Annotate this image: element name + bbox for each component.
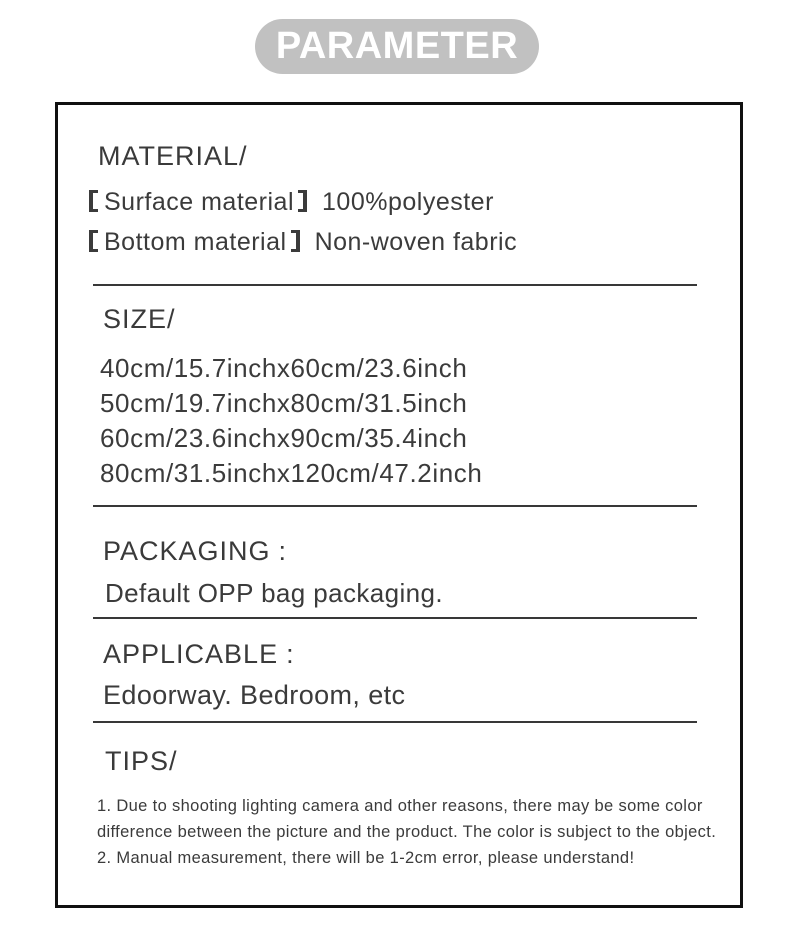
tips-heading	[105, 745, 178, 777]
material-row-bottom	[89, 227, 517, 258]
applicable-heading	[103, 638, 295, 670]
packaging-value: Default OPP bag packaging.	[105, 578, 444, 608]
parameter-badge-label: PARAMETER	[275, 25, 519, 67]
material-row-surface	[89, 187, 494, 218]
tips-heading-label: TIPS/	[105, 746, 178, 776]
applicable-heading-colon: :	[286, 639, 295, 669]
packaging-heading	[103, 535, 287, 567]
material-heading-label: MATERIAL/	[98, 141, 248, 171]
material-row-label: Bottom material	[104, 228, 287, 256]
section-divider	[93, 505, 697, 507]
packaging-heading-label: PACKAGING	[103, 536, 271, 566]
packaging-heading-colon: :	[278, 536, 288, 566]
size-line: 60cm/23.6inchx90cm/35.4inch	[100, 423, 468, 453]
applicable-heading-label: APPLICABLE	[103, 639, 279, 669]
tips-line: difference between the picture and the product. The color is subject to the object.	[97, 823, 717, 841]
tips-line: 1. Due to shooting lighting camera and other reasons, there may be some color	[97, 797, 703, 815]
size-line: 50cm/19.7inchx80cm/31.5inch	[100, 388, 468, 418]
left-lenticular-bracket-icon	[89, 190, 98, 212]
size-line: 40cm/15.7inchx60cm/23.6inch	[100, 353, 468, 383]
size-list	[100, 351, 482, 491]
size-heading	[103, 303, 176, 335]
section-divider	[93, 284, 697, 286]
applicable-value: Edoorway. Bedroom, etc	[103, 680, 406, 710]
right-lenticular-bracket-icon	[298, 190, 307, 212]
tips-line: 2. Manual measurement, there will be 1-2cm error, please understand!	[97, 849, 635, 867]
right-lenticular-bracket-icon	[291, 230, 300, 252]
material-row-label: Surface material	[104, 188, 295, 216]
section-divider	[93, 617, 697, 619]
size-line: 80cm/31.5inchx120cm/47.2inch	[100, 458, 483, 488]
size-heading-label: SIZE/	[103, 304, 176, 334]
material-row-value: 100%polyester	[322, 188, 494, 216]
parameter-badge	[255, 19, 539, 74]
material-heading	[98, 140, 248, 172]
spec-panel	[55, 102, 743, 908]
section-divider	[93, 721, 697, 723]
tips-list	[97, 793, 716, 871]
material-row-value: Non-woven fabric	[314, 228, 518, 256]
left-lenticular-bracket-icon	[89, 230, 98, 252]
